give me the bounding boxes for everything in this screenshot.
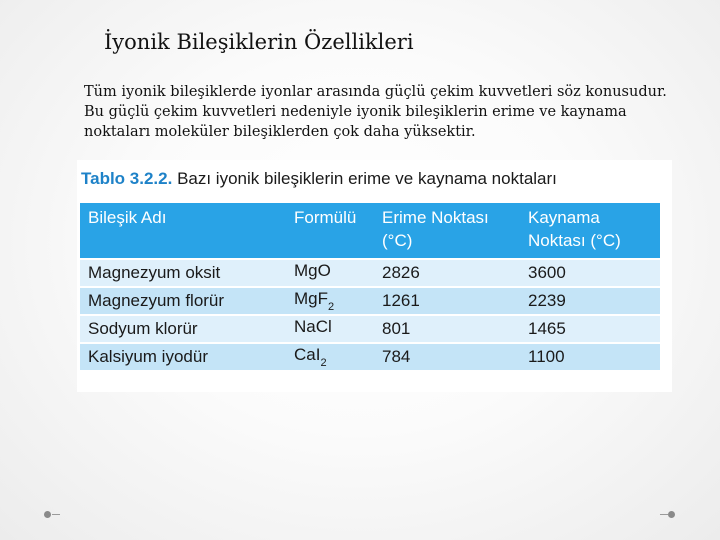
header-melting-point: Erime Noktası (°C): [374, 203, 520, 259]
table-caption-number: Tablo 3.2.2.: [81, 169, 173, 188]
table-row: [80, 287, 660, 315]
cell-name: Sodyum klorür: [80, 315, 286, 343]
cell-formula: CaI$_2$: [286, 343, 374, 370]
cell-boiling-point: 2239: [520, 287, 660, 315]
cell-formula: MgF$_2$: [286, 287, 374, 315]
header-name: Bileşik Adı: [80, 203, 286, 259]
table-row: [80, 343, 660, 370]
corner-dot-icon-left: [44, 511, 51, 518]
cell-name: Magnezyum oksit: [80, 259, 286, 287]
slide-body-text: Tüm iyonik bileşiklerde iyonlar arasında güçlü çekim kuvvetleri söz konusudur. Bu güçlü çekim kuvvetleri nedeniyle iyonik bileşiklerin erime ve kaynama noktaları moleküler bileşiklerden çok daha yüksektir.: [84, 84, 667, 140]
cell-melting-point: 2826: [374, 259, 520, 287]
cell-name: Magnezyum florür: [80, 287, 286, 315]
table-row: [80, 259, 660, 287]
cell-formula: MgO: [286, 259, 374, 287]
table-figure: [77, 160, 672, 392]
slide-title: İyonik Bileşiklerin Özellikleri: [104, 30, 414, 54]
cell-boiling-point: 1100: [520, 343, 660, 370]
corner-line-left: [52, 514, 60, 515]
header-boiling-point: Kaynama Noktası (°C): [520, 203, 660, 259]
cell-melting-point: 784: [374, 343, 520, 370]
data-table: [80, 203, 660, 370]
corner-dot-icon-right: [668, 511, 675, 518]
corner-line-right: [660, 514, 668, 515]
table-header-row: [80, 203, 660, 259]
table-caption-text: Bazı iyonik bileşiklerin erime ve kaynama noktaları: [177, 169, 557, 188]
header-formula: Formülü: [286, 203, 374, 259]
table-row: [80, 315, 660, 343]
cell-formula: NaCl: [286, 315, 374, 343]
cell-melting-point: 1261: [374, 287, 520, 315]
cell-boiling-point: 3600: [520, 259, 660, 287]
table-caption: [81, 169, 557, 189]
cell-boiling-point: 1465: [520, 315, 660, 343]
cell-name: Kalsiyum iyodür: [80, 343, 286, 370]
cell-melting-point: 801: [374, 315, 520, 343]
